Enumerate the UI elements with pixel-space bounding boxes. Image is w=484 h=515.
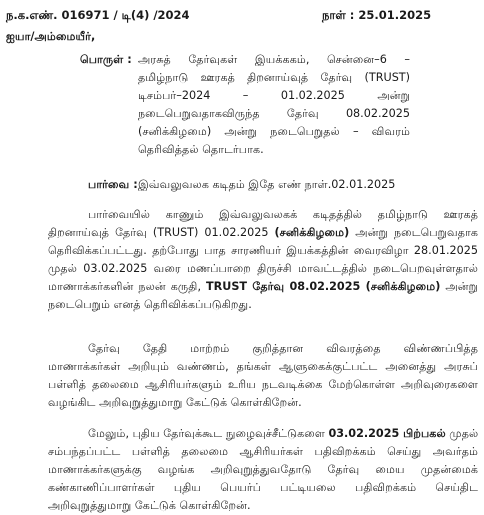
paragraph-line <box>48 461 478 479</box>
paragraph-line <box>48 296 478 314</box>
paragraph-line: தேர்வு தேதி மாற்றம் குறித்தான விவரத்தை விண்ணப்பித்த <box>88 342 478 355</box>
paragraph-line: பள்ளித் தலைமை ஆசிரியர்களும் உரிய நடவடிக்கை மேற்கொள்ள அறிவுரைகளை <box>48 378 478 391</box>
paragraph-2 <box>48 340 478 412</box>
paragraph-line <box>48 260 478 278</box>
paragraph-line <box>48 479 478 497</box>
text-run: முதல் 03.02.2025 வரை மணப்பாறை திருச்சி மாவட்டத்தில் நடைபெறவுள்ளதால் <box>48 262 478 275</box>
paragraph-line <box>48 224 478 242</box>
paragraph-line <box>48 242 478 260</box>
paragraph-line <box>48 278 478 296</box>
text-run: கண்காணிப்பாளர்கள் புதிய பெயர்ப் பட்டியலை பதிவிறக்கம் செய்திட <box>48 481 478 494</box>
text-run: சம்பந்தப்பட்ட பள்ளித் தலைமை ஆசிரியர்கள் பதிவிறக்கம் செய்து அவர்தம் <box>48 445 478 458</box>
text-run: மேலும், புதிய தேர்வுக்கூட நுழைவுச்சீட்டுகளை <box>88 427 329 440</box>
text-run: அன்று <box>440 280 478 293</box>
paragraph-1 <box>48 206 478 314</box>
text-run: நடைபெறும் எனத் தெரிவிக்கப்படுகிறது. <box>48 298 252 311</box>
subject-text <box>138 52 410 157</box>
reference-text: இவ்வலுவலக கடிதம் இதே எண் நாள்.02.01.2025 <box>138 178 396 191</box>
text-run: அறிவுறுத்துமாறு கேட்டுக் கொள்கிறேன். <box>48 499 251 512</box>
subject-line: தெரிவித்தல் தொடர்பாக. <box>138 143 264 156</box>
salutation: ஐயா/அம்மையீர், <box>6 30 96 43</box>
bold-text-run: TRUST தேர்வு 08.02.2025 (சனிக்கிழமை) <box>206 280 441 293</box>
paragraph-line <box>48 443 478 461</box>
bold-text-run: 03.02.2025 பிற்பகல் <box>328 427 446 440</box>
paragraph-line <box>48 425 478 443</box>
text-run: அன்று நடைபெறுவதாக <box>349 226 478 239</box>
paragraph-line: வழங்கிட அறிவுறுத்துமாறு கேட்டுக் கொள்கிறேன். <box>48 396 302 409</box>
paragraph-3 <box>48 425 478 515</box>
subject-line: டிசம்பர்–2024 – 01.02.2025 அன்று <box>138 89 410 102</box>
text-run: முதல் <box>445 427 479 440</box>
text-run: பார்வையில் காணும் இவ்வலுவலகக் கடிதத்தில் தமிழ்நாடு ஊரகத் <box>88 208 478 221</box>
text-run: மாணாக்கர்களின் நலன் கருதி, <box>48 280 207 293</box>
subject-line: அரசுத் தேர்வுகள் இயக்ககம், சென்னை–6 – <box>138 53 410 66</box>
subject-label: பொருள் : <box>80 53 132 66</box>
paragraph-line <box>48 206 478 224</box>
subject-line: நடைபெறுவதாகவிருந்த தேர்வு 08.02.2025 <box>138 107 410 120</box>
reference-number: ந.க.எண். 016971 / டி(4) /2024 <box>6 8 190 22</box>
subject-line: தமிழ்நாடு ஊரகத் திறனாய்வுத் தேர்வு (TRUST) <box>138 71 410 84</box>
reference-label: பார்வை : <box>88 178 138 191</box>
paragraph-line <box>48 497 478 515</box>
subject-line: (சனிக்கிழமை) அன்று நடைபெறுதல் – விவரம் <box>138 125 410 138</box>
letter-date: நாள் : 25.01.2025 <box>322 8 432 22</box>
text-run: மாணாக்கர்களுக்கு வழங்க அறிவுறுத்துவதோடு தேர்வு மைய முதன்மைக் <box>48 463 478 476</box>
text-run: தெரிவிக்கப்பட்டது. தற்போது பாத சாரணியர் இயக்கத்தின் வைரவிழா 28.01.2025 <box>48 244 478 257</box>
bold-text-run: (சனிக்கிழமை) <box>274 226 350 239</box>
paragraph-line: மாணாக்கர்கள் அறியும் வண்ணம், தங்கள் ஆளுகைக்குட்பட்ட அனைத்து அரசுப் <box>48 360 478 373</box>
text-run: திறனாய்வுத் தேர்வு (TRUST) 01.02.2025 <box>48 226 275 239</box>
